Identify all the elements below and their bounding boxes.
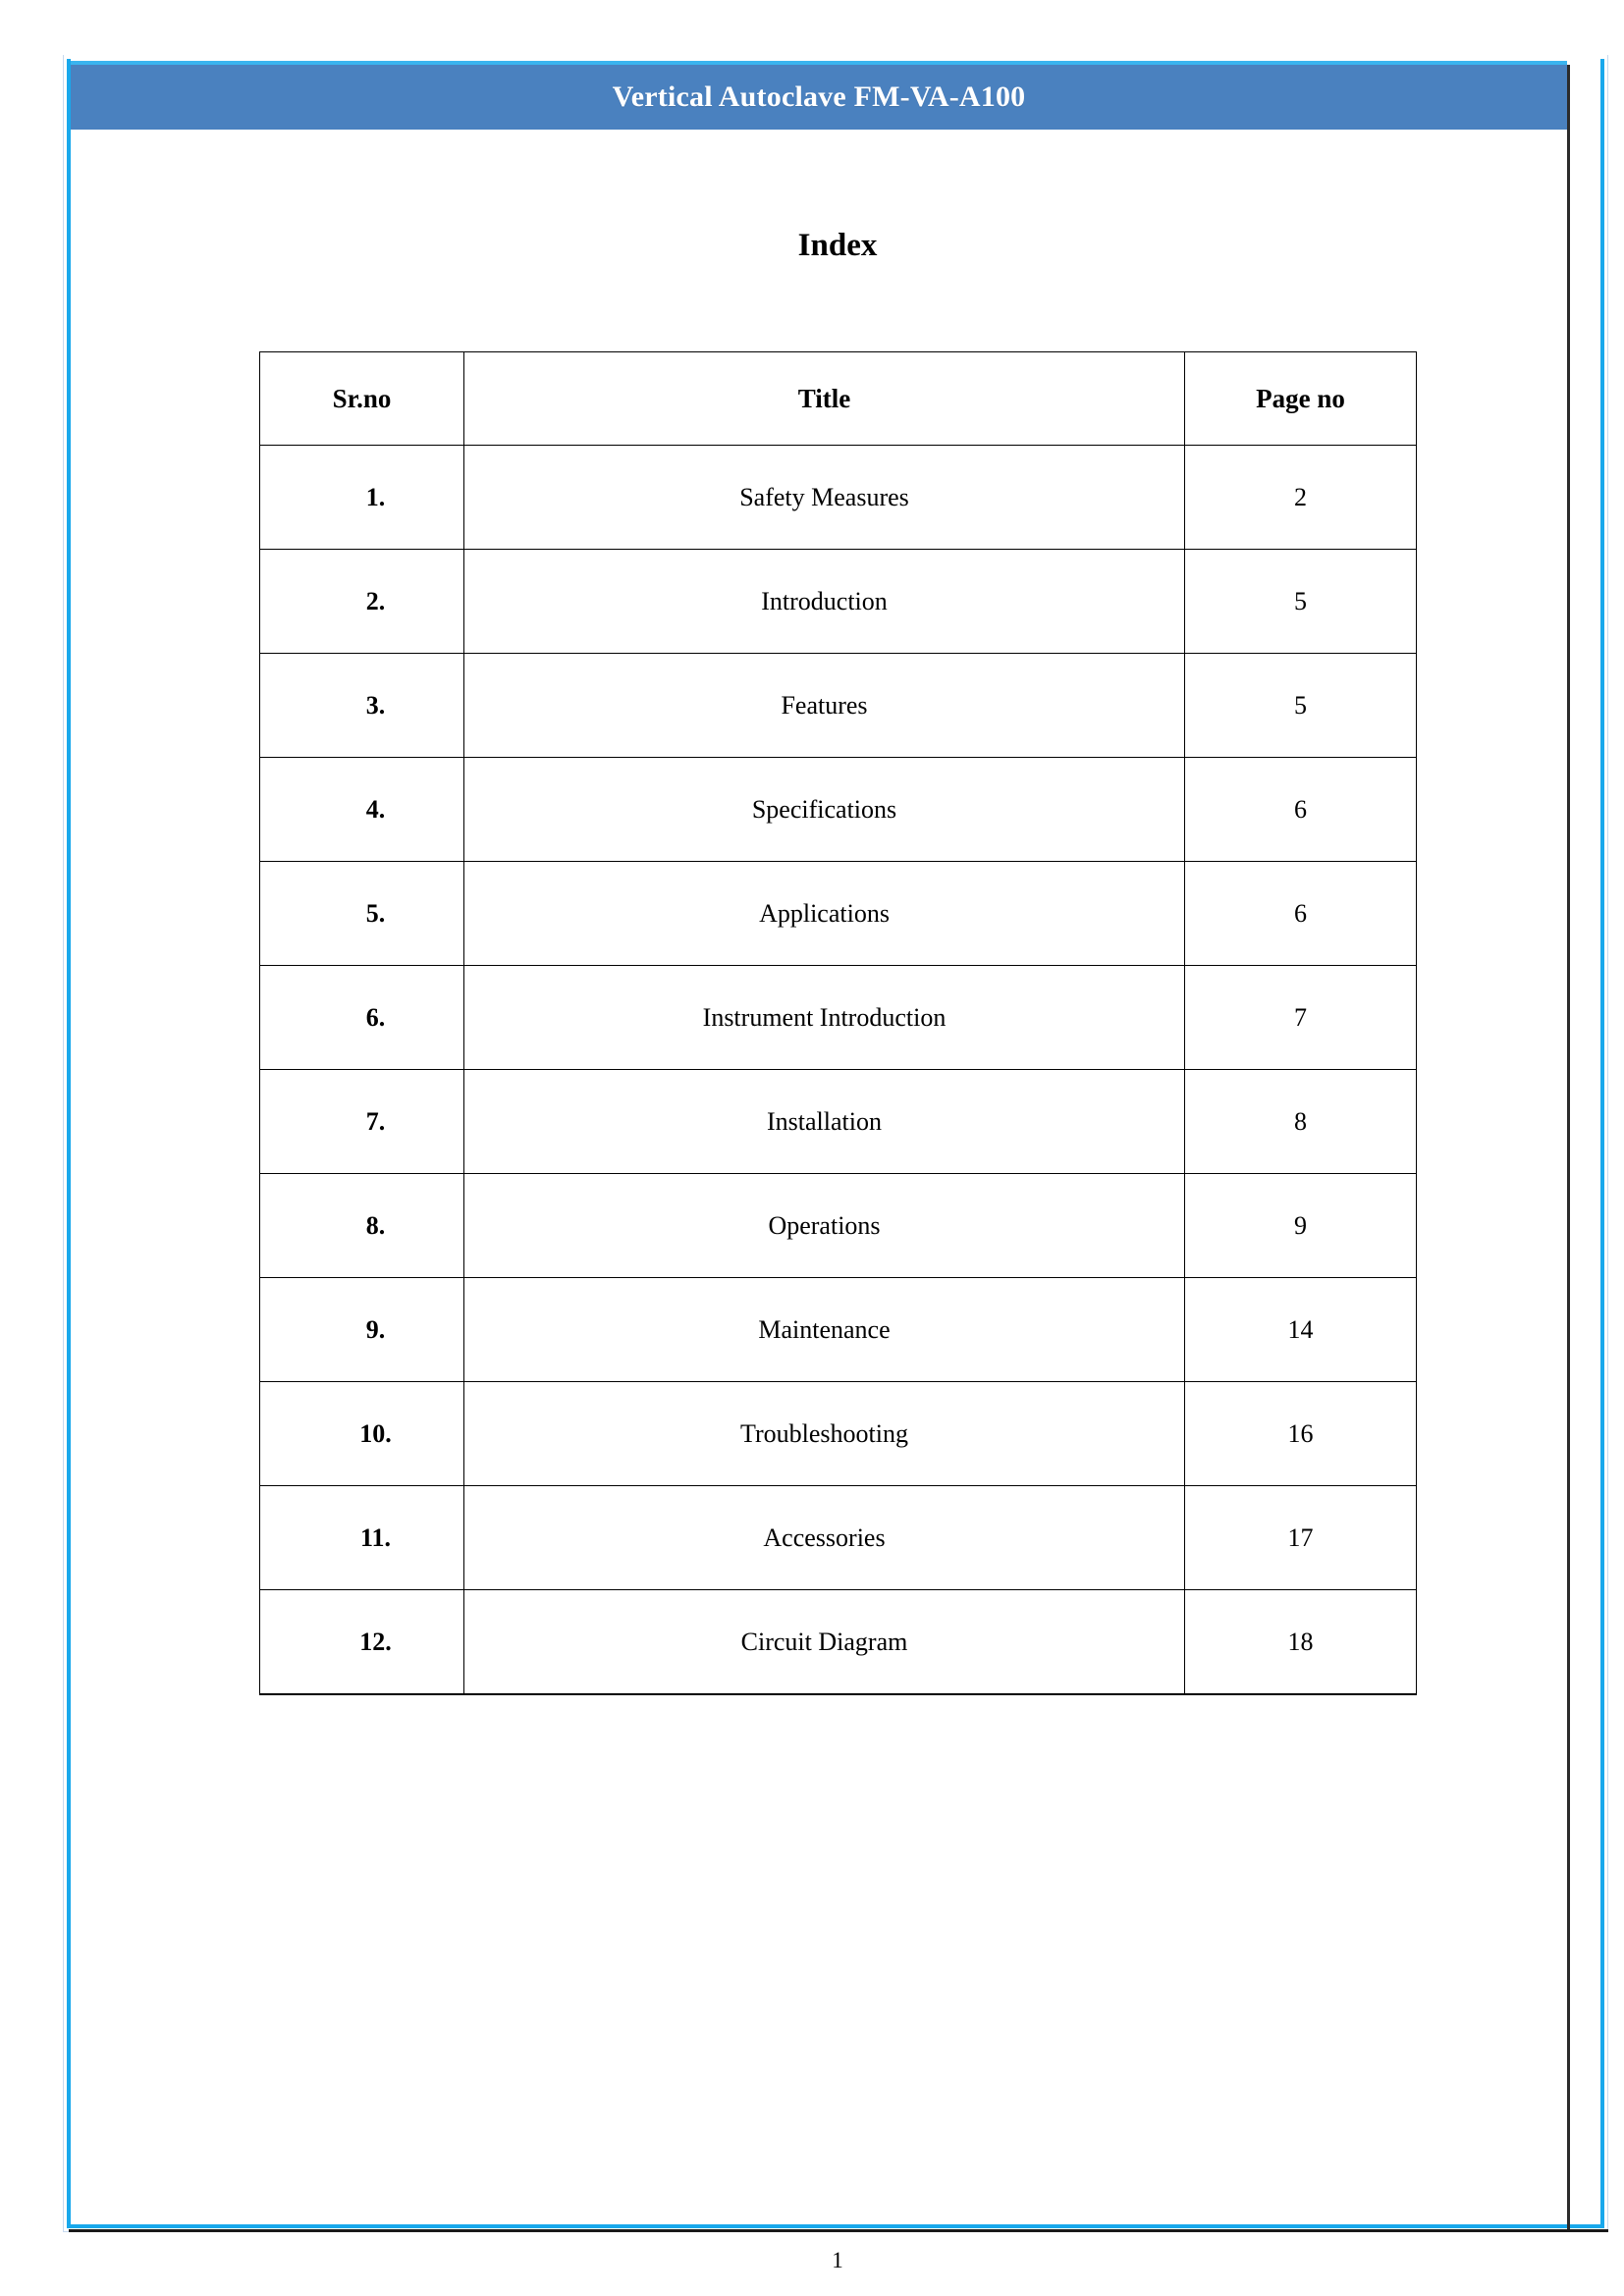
- column-header-page-no: Page no: [1185, 352, 1417, 446]
- cell-sr-no: 11.: [260, 1486, 464, 1590]
- table-row: [260, 446, 1417, 550]
- cell-title: Accessories: [464, 1486, 1185, 1590]
- cell-sr-no: 3.: [260, 654, 464, 758]
- cell-page-no: 5: [1185, 550, 1417, 654]
- table-row: [260, 550, 1417, 654]
- table-row: [260, 1070, 1417, 1174]
- cell-sr-no: 5.: [260, 862, 464, 966]
- cell-sr-no: 4.: [260, 758, 464, 862]
- table-row: [260, 1278, 1417, 1382]
- index-table: [259, 351, 1417, 1695]
- page-title: Index: [797, 228, 878, 263]
- cell-title: Troubleshooting: [464, 1382, 1185, 1486]
- cell-page-no: 9: [1185, 1174, 1417, 1278]
- cell-sr-no: 2.: [260, 550, 464, 654]
- cell-title: Circuit Diagram: [464, 1590, 1185, 1695]
- table-row: [260, 966, 1417, 1070]
- cell-page-no: 2: [1185, 446, 1417, 550]
- page-border-shadow-right: [1567, 65, 1570, 2232]
- table-row: [260, 1382, 1417, 1486]
- table-row: [260, 1174, 1417, 1278]
- table-row: [260, 758, 1417, 862]
- table-row: [260, 1590, 1417, 1695]
- cell-sr-no: 12.: [260, 1590, 464, 1695]
- cell-sr-no: 1.: [260, 446, 464, 550]
- table-row: [260, 1486, 1417, 1590]
- footer-page-number: 1: [832, 2248, 843, 2272]
- page-border-shadow-bottom: [69, 2229, 1608, 2232]
- column-header-title: Title: [464, 352, 1185, 446]
- table-row: [260, 654, 1417, 758]
- cell-title: Applications: [464, 862, 1185, 966]
- cell-page-no: 6: [1185, 758, 1417, 862]
- cell-page-no: 6: [1185, 862, 1417, 966]
- cell-sr-no: 8.: [260, 1174, 464, 1278]
- table-row: [260, 862, 1417, 966]
- cell-title: Safety Measures: [464, 446, 1185, 550]
- cell-page-no: 16: [1185, 1382, 1417, 1486]
- cell-page-no: 14: [1185, 1278, 1417, 1382]
- cell-page-no: 8: [1185, 1070, 1417, 1174]
- cell-page-no: 7: [1185, 966, 1417, 1070]
- cell-sr-no: 7.: [260, 1070, 464, 1174]
- cell-title: Installation: [464, 1070, 1185, 1174]
- cell-title: Introduction: [464, 550, 1185, 654]
- cell-sr-no: 10.: [260, 1382, 464, 1486]
- cell-title: Features: [464, 654, 1185, 758]
- cell-title: Operations: [464, 1174, 1185, 1278]
- cell-title: Instrument Introduction: [464, 966, 1185, 1070]
- cell-title: Specifications: [464, 758, 1185, 862]
- header-banner: [71, 65, 1567, 130]
- cell-page-no: 5: [1185, 654, 1417, 758]
- cell-sr-no: 9.: [260, 1278, 464, 1382]
- cell-title: Maintenance: [464, 1278, 1185, 1382]
- column-header-sr-no: Sr.no: [260, 352, 464, 446]
- cell-page-no: 17: [1185, 1486, 1417, 1590]
- document-title: Vertical Autoclave FM-VA-A100: [612, 80, 1026, 113]
- table-header-row: [260, 352, 1417, 446]
- cell-sr-no: 6.: [260, 966, 464, 1070]
- cell-page-no: 18: [1185, 1590, 1417, 1695]
